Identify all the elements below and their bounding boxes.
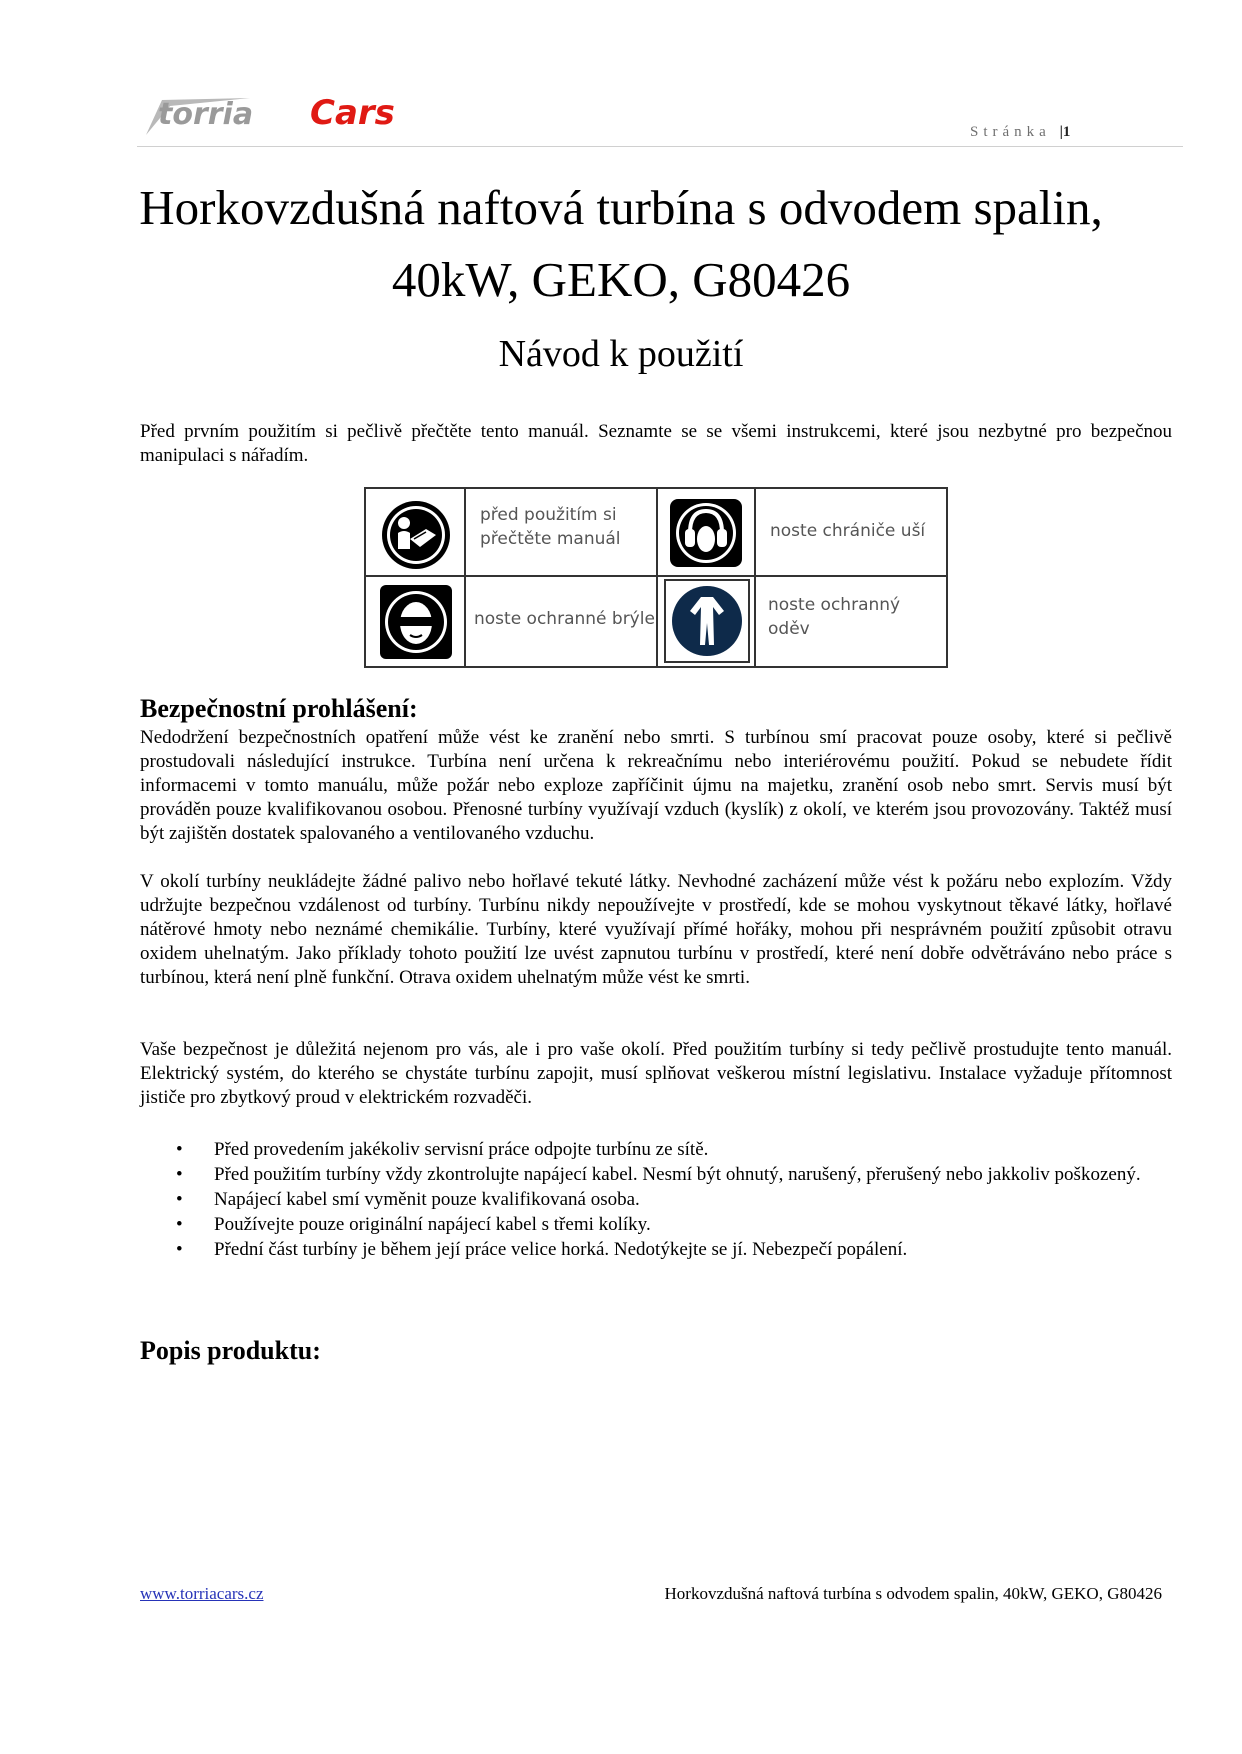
header-divider xyxy=(137,146,1183,147)
safety-bullet-list xyxy=(140,1138,1172,1263)
document-subtitle: Návod k použití xyxy=(498,333,744,375)
read-manual-icon xyxy=(380,499,452,571)
read-manual-label-line1: před použitím si xyxy=(480,505,617,525)
protective-clothing-label-line2: oděv xyxy=(768,619,810,639)
table-divider xyxy=(464,489,466,666)
safety-heading: Bezpečnostní prohlášení: xyxy=(140,694,418,723)
intro-paragraph: Před prvním použitím si pečlivě přečtěte tento manuál. Seznamte se se všemi instrukcemi, které jsou nezbytné pro bezpečnou manipulaci s nářadím. xyxy=(140,421,1172,466)
safety-paragraph-1: Nedodržení bezpečnostních opatření může vést ke zranění nebo smrti. S turbínou smí pracovat pouze osoby, které si pečlivě prostudovali následující instrukce. Turbína není určena k rekreačnímu nebo interiérovému použití. Pokud se nebudete řídit informacemi v tomto manuálu, může požár nebo exploze zapříčinit újmu na majetku, zranění osob nebo smrt. Servis musí být prováděn pouze kvalifikovanou osobou. Přenosné turbíny využívají vzduch (kyslík) z okolí, ve kterém jsou provozovány. Taktéž musí být zajištěn dostatek spalovaného a ventilovaného vzduchu. xyxy=(140,727,1172,844)
read-manual-label-line2: přečtěte manuál xyxy=(480,529,621,549)
list-item: • Před provedením jakékoliv servisní práce odpojte turbínu ze sítě. xyxy=(140,1138,1172,1162)
list-item: • Přední část turbíny je během její práce velice horká. Nedotýkejte se jí. Nebezpečí popálení. xyxy=(140,1238,1172,1262)
page-label: Stránka xyxy=(970,124,1051,140)
list-item: • Před použitím turbíny vždy zkontrolujte napájecí kabel. Nesmí být ohnutý, narušený, přerušený nebo jakkoliv poškozený. xyxy=(140,1163,1172,1187)
table-divider xyxy=(754,489,756,666)
product-description-heading: Popis produktu: xyxy=(140,1336,321,1365)
page-indicator xyxy=(970,124,1070,141)
table-divider xyxy=(366,575,946,577)
page-number: 1 xyxy=(1062,124,1071,140)
ear-protection-label: noste chrániče uší xyxy=(770,521,926,541)
logo-text-torria: torria xyxy=(158,97,254,132)
safety-glasses-icon xyxy=(378,583,454,661)
safety-glasses-label: noste ochranné brýle xyxy=(474,609,655,629)
torriacars-logo xyxy=(140,80,480,140)
protective-clothing-label xyxy=(768,593,944,641)
document-title-line2: 40kW, GEKO, G80426 xyxy=(391,252,851,307)
footer-document-title: Horkovzdušná naftová turbína s odvodem spalin, 40kW, GEKO, G80426 xyxy=(664,1584,1162,1603)
ear-protection-icon xyxy=(668,497,744,569)
list-item: • Používejte pouze originální napájecí kabel s třemi kolíky. xyxy=(140,1213,1172,1237)
safety-paragraph-2: V okolí turbíny neukládejte žádné palivo nebo hořlavé tekuté látky. Nevhodné zacházení může vést k požáru nebo explozím. Vždy udržujte bezpečnou vzdálenost od turbíny. Turbínu nikdy nepoužívejte v prostředí, kde se mohou vyskytnout těkavé látky, hořlavé nátěrové hmoty nebo neznámé chemikálie. Turbíny, které využívají přímé hořáky, mohou při nesprávném použití způsobit otravu oxidem uhelnatým. Jako příklady tohoto použití lze uvést zapnutou turbínu v prostředí, které není dobře odvětráváno nebo práce s turbínou, která není plně funkční. Otrava oxidem uhelnatým může vést ke smrti. xyxy=(140,871,1172,988)
document-title-line1: Horkovzdušná naftová turbína s odvodem spalin, xyxy=(139,180,1103,235)
protective-clothing-label-line1: noste ochranný xyxy=(768,595,901,615)
footer-website-link[interactable]: www.torriacars.cz xyxy=(140,1584,264,1603)
page-number-separator: | xyxy=(1059,124,1063,140)
logo-text-cars: Cars xyxy=(310,93,395,133)
read-manual-label xyxy=(480,503,650,551)
list-item: • Napájecí kabel smí vyměnit pouze kvalifikovaná osoba. xyxy=(140,1188,1172,1212)
table-divider xyxy=(656,489,658,666)
protective-clothing-icon xyxy=(664,579,750,663)
safety-pictogram-table xyxy=(364,487,948,668)
safety-paragraph-3: Vaše bezpečnost je důležitá nejenom pro vás, ale i pro vaše okolí. Před použitím turbíny si tedy pečlivě prostudujte tento manuál. Elektrický systém, do kterého se chystáte turbínu zapojit, musí splňovat veškerou místní legislativu. Instalace vyžaduje přítomnost jističe pro zbytkový proud v elektrickém rozvaděči. xyxy=(140,1039,1172,1108)
